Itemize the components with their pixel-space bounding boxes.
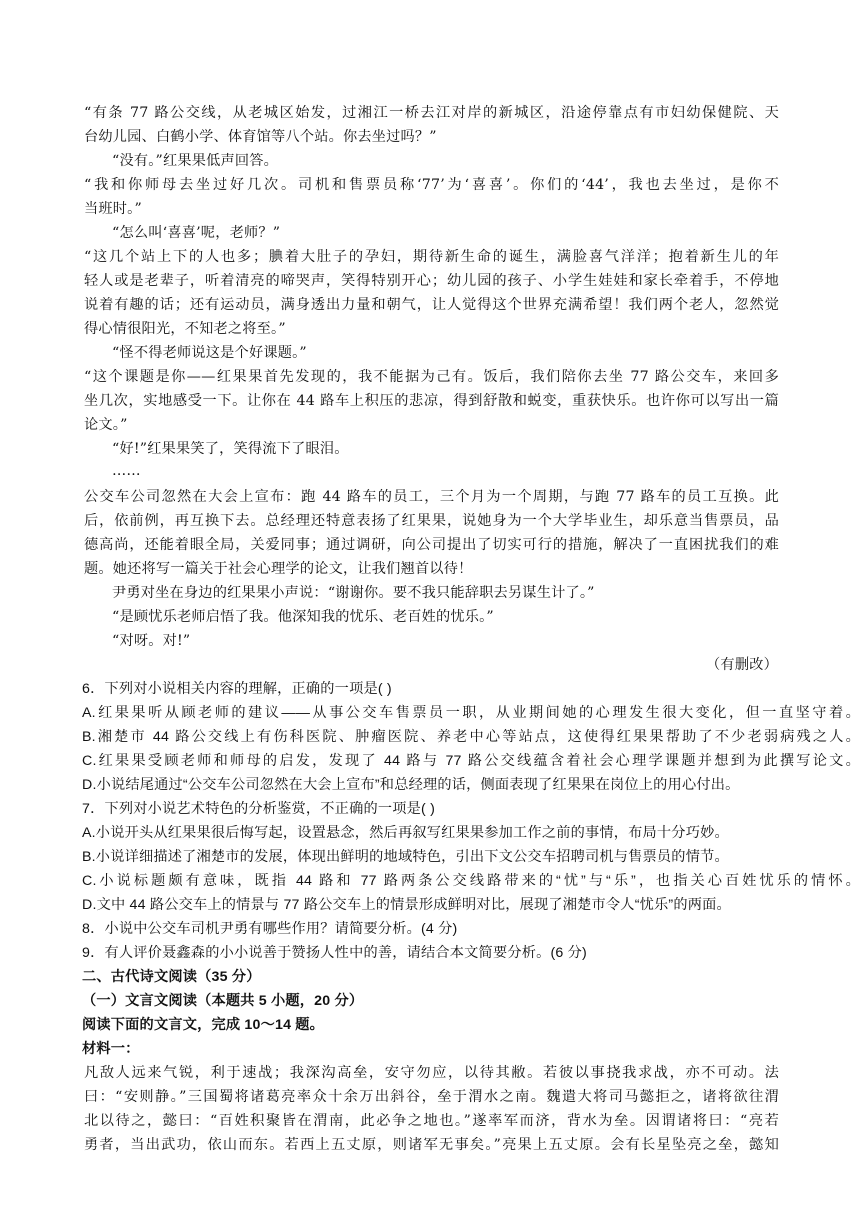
story-line: 德高尚，还能着眼全局，关爱同事；通过调研，向公司提出了切实可行的措施，解决了一直困扰我们的难 <box>84 537 779 553</box>
story-line: 台幼儿园、白鹤小学、体育馆等八个站。你去坐过吗？” <box>84 129 437 145</box>
classical-text-line: 勇者，当出武功，依山而东。若西上五丈原，则诸军无事矣。”亮果上五丈原。会有长星坠亮之垒，懿知 <box>84 1137 779 1153</box>
source-note: （有删改） <box>706 657 778 673</box>
story-line: “这个课题是你——红果果首先发现的，我不能据为己有。饭后，我们陪你去坐 77 路公交车，来回多 <box>84 369 779 385</box>
story-line: 轻人或是老辈子，听着清亮的啼哭声，笑得特别开心；幼儿园的孩子、小学生娃娃和家长牵着手，不停地 <box>84 273 779 289</box>
story-line: 论文。” <box>84 417 128 433</box>
story-line: “我和你师母去坐过好几次。司机和售票员称‘77’为‘喜喜’。你们的‘44’，我也去坐过，是你不 <box>84 177 779 193</box>
story-line: “好!”红果果笑了，笑得流下了眼泪。 <box>112 441 349 457</box>
story-line: 说着有趣的话；还有运动员，满身透出力量和朝气，让人觉得这个世界充满希望！我们两个老人，忽然觉 <box>84 297 779 313</box>
question-7-option-b: B.小说详细描述了湘楚市的发展，体现出鲜明的地域特色，引出下文公交车招聘司机与售票员的情节。 <box>82 849 729 865</box>
section-2-instruction: 阅读下面的文言文，完成 10～14 题。 <box>82 1017 325 1033</box>
question-8: 8．小说中公交车司机尹勇有哪些作用？请简要分析。(4 分) <box>82 921 458 937</box>
story-ellipsis: …… <box>112 463 141 479</box>
section-2-heading: 二、古代诗文阅读（35 分） <box>82 969 261 985</box>
question-7-stem: 7．下列对小说艺术特色的分析鉴赏，不正确的一项是( ) <box>82 801 435 817</box>
question-7-option-a: A.小说开头从红果果很后悔写起，设置悬念，然后再叙写红果果参加工作之前的事情，布局十分巧妙。 <box>82 825 729 841</box>
story-line: 尹勇对坐在身边的红果果小声说：“谢谢你。要不我只能辞职去另谋生计了。” <box>112 585 595 601</box>
question-6-option-b: B.湘楚市 44 路公交线上有伤科医院、肿瘤医院、养老中心等站点，这使得红果果帮助了不少老弱病残之人。 <box>82 729 860 745</box>
story-line: 得心情很阳光，不知老之将至。” <box>84 321 286 337</box>
question-6-option-a: A.红果果听从顾老师的建议——从事公交车售票员一职，从业期间她的心理发生很大变化，但一直坚守着。 <box>82 705 860 721</box>
question-6-stem: 6．下列对小说相关内容的理解，正确的一项是( ) <box>82 681 392 697</box>
story-line: 坐几次，实地感受一下。让你在 44 路车上积压的悲凉，得到舒散和蜕变，重获快乐。也许你可以写出一篇 <box>84 393 779 409</box>
classical-text-line: 凡敌人远来气锐，利于速战；我深沟高垒，安守勿应，以待其敝。若彼以事挠我求战，亦不可动。法 <box>84 1065 779 1081</box>
classical-text-line: 北以待之，懿曰：“百姓积聚皆在渭南，此必争之地也。”遂率军而济，背水为垒。因谓诸将曰：“亮若 <box>84 1113 779 1129</box>
section-2-subheading: （一）文言文阅读（本题共 5 小题，20 分） <box>82 993 364 1009</box>
story-line: “怪不得老师说这是个好课题。” <box>112 345 307 361</box>
question-6-option-c: C.红果果受顾老师和师母的启发，发现了 44 路与 77 路公交线蕴含着社会心理学课题并想到为此撰写论文。 <box>82 753 860 769</box>
story-line: 当班时。” <box>84 201 142 217</box>
story-line: 公交车公司忽然在大会上宣布：跑 44 路车的员工，三个月为一个周期，与跑 77 路车的员工互换。此 <box>84 489 779 505</box>
story-line: 题。她还将写一篇关于社会心理学的论文，让我们翘首以待！ <box>84 561 473 577</box>
story-line: “是顾忧乐老师启悟了我。他深知我的忧乐、老百姓的忧乐。” <box>112 609 494 625</box>
question-7-option-d: D.文中 44 路公交车上的情景与 77 路公交车上的情景形成鲜明对比，展现了湘楚市令人“忧乐”的两面。 <box>82 897 731 913</box>
question-9: 9．有人评价聂鑫森的小小说善于赞扬人性中的善，请结合本文简要分析。(6 分) <box>82 945 587 961</box>
material-label: 材料一： <box>82 1041 140 1057</box>
story-line: “没有。”红果果低声回答。 <box>112 153 279 169</box>
question-6-option-d: D.小说结尾通过“公交车公司忽然在大会上宣布”和总经理的话，侧面表现了红果果在岗位上的用心付出。 <box>82 777 740 793</box>
story-line: “怎么叫‘喜喜’呢，老师？” <box>112 225 281 241</box>
story-line: “对呀。对!” <box>112 633 191 649</box>
story-line: “有条 77 路公交线，从老城区始发，过湘江一桥去江对岸的新城区，沿途停靠点有市妇幼保健院、天 <box>84 105 779 121</box>
story-line: “这几个站上下的人也多；腆着大肚子的孕妇，期待新生命的诞生，满脸喜气洋洋；抱着新生儿的年 <box>84 249 779 265</box>
story-line: 后，依前例，再互换下去。总经理还特意表扬了红果果，说她身为一个大学毕业生，却乐意当售票员，品 <box>84 513 779 529</box>
question-7-option-c: C.小说标题颇有意味，既指 44 路和 77 路两条公交线路带来的“忧”与“乐”，也指关心百姓忧乐的情怀。 <box>82 873 860 889</box>
classical-text-line: 曰：“安则静。”三国蜀将诸葛亮率众十余万出斜谷，垒于渭水之南。魏遣大将司马懿拒之，诸将欲往渭 <box>84 1089 779 1105</box>
